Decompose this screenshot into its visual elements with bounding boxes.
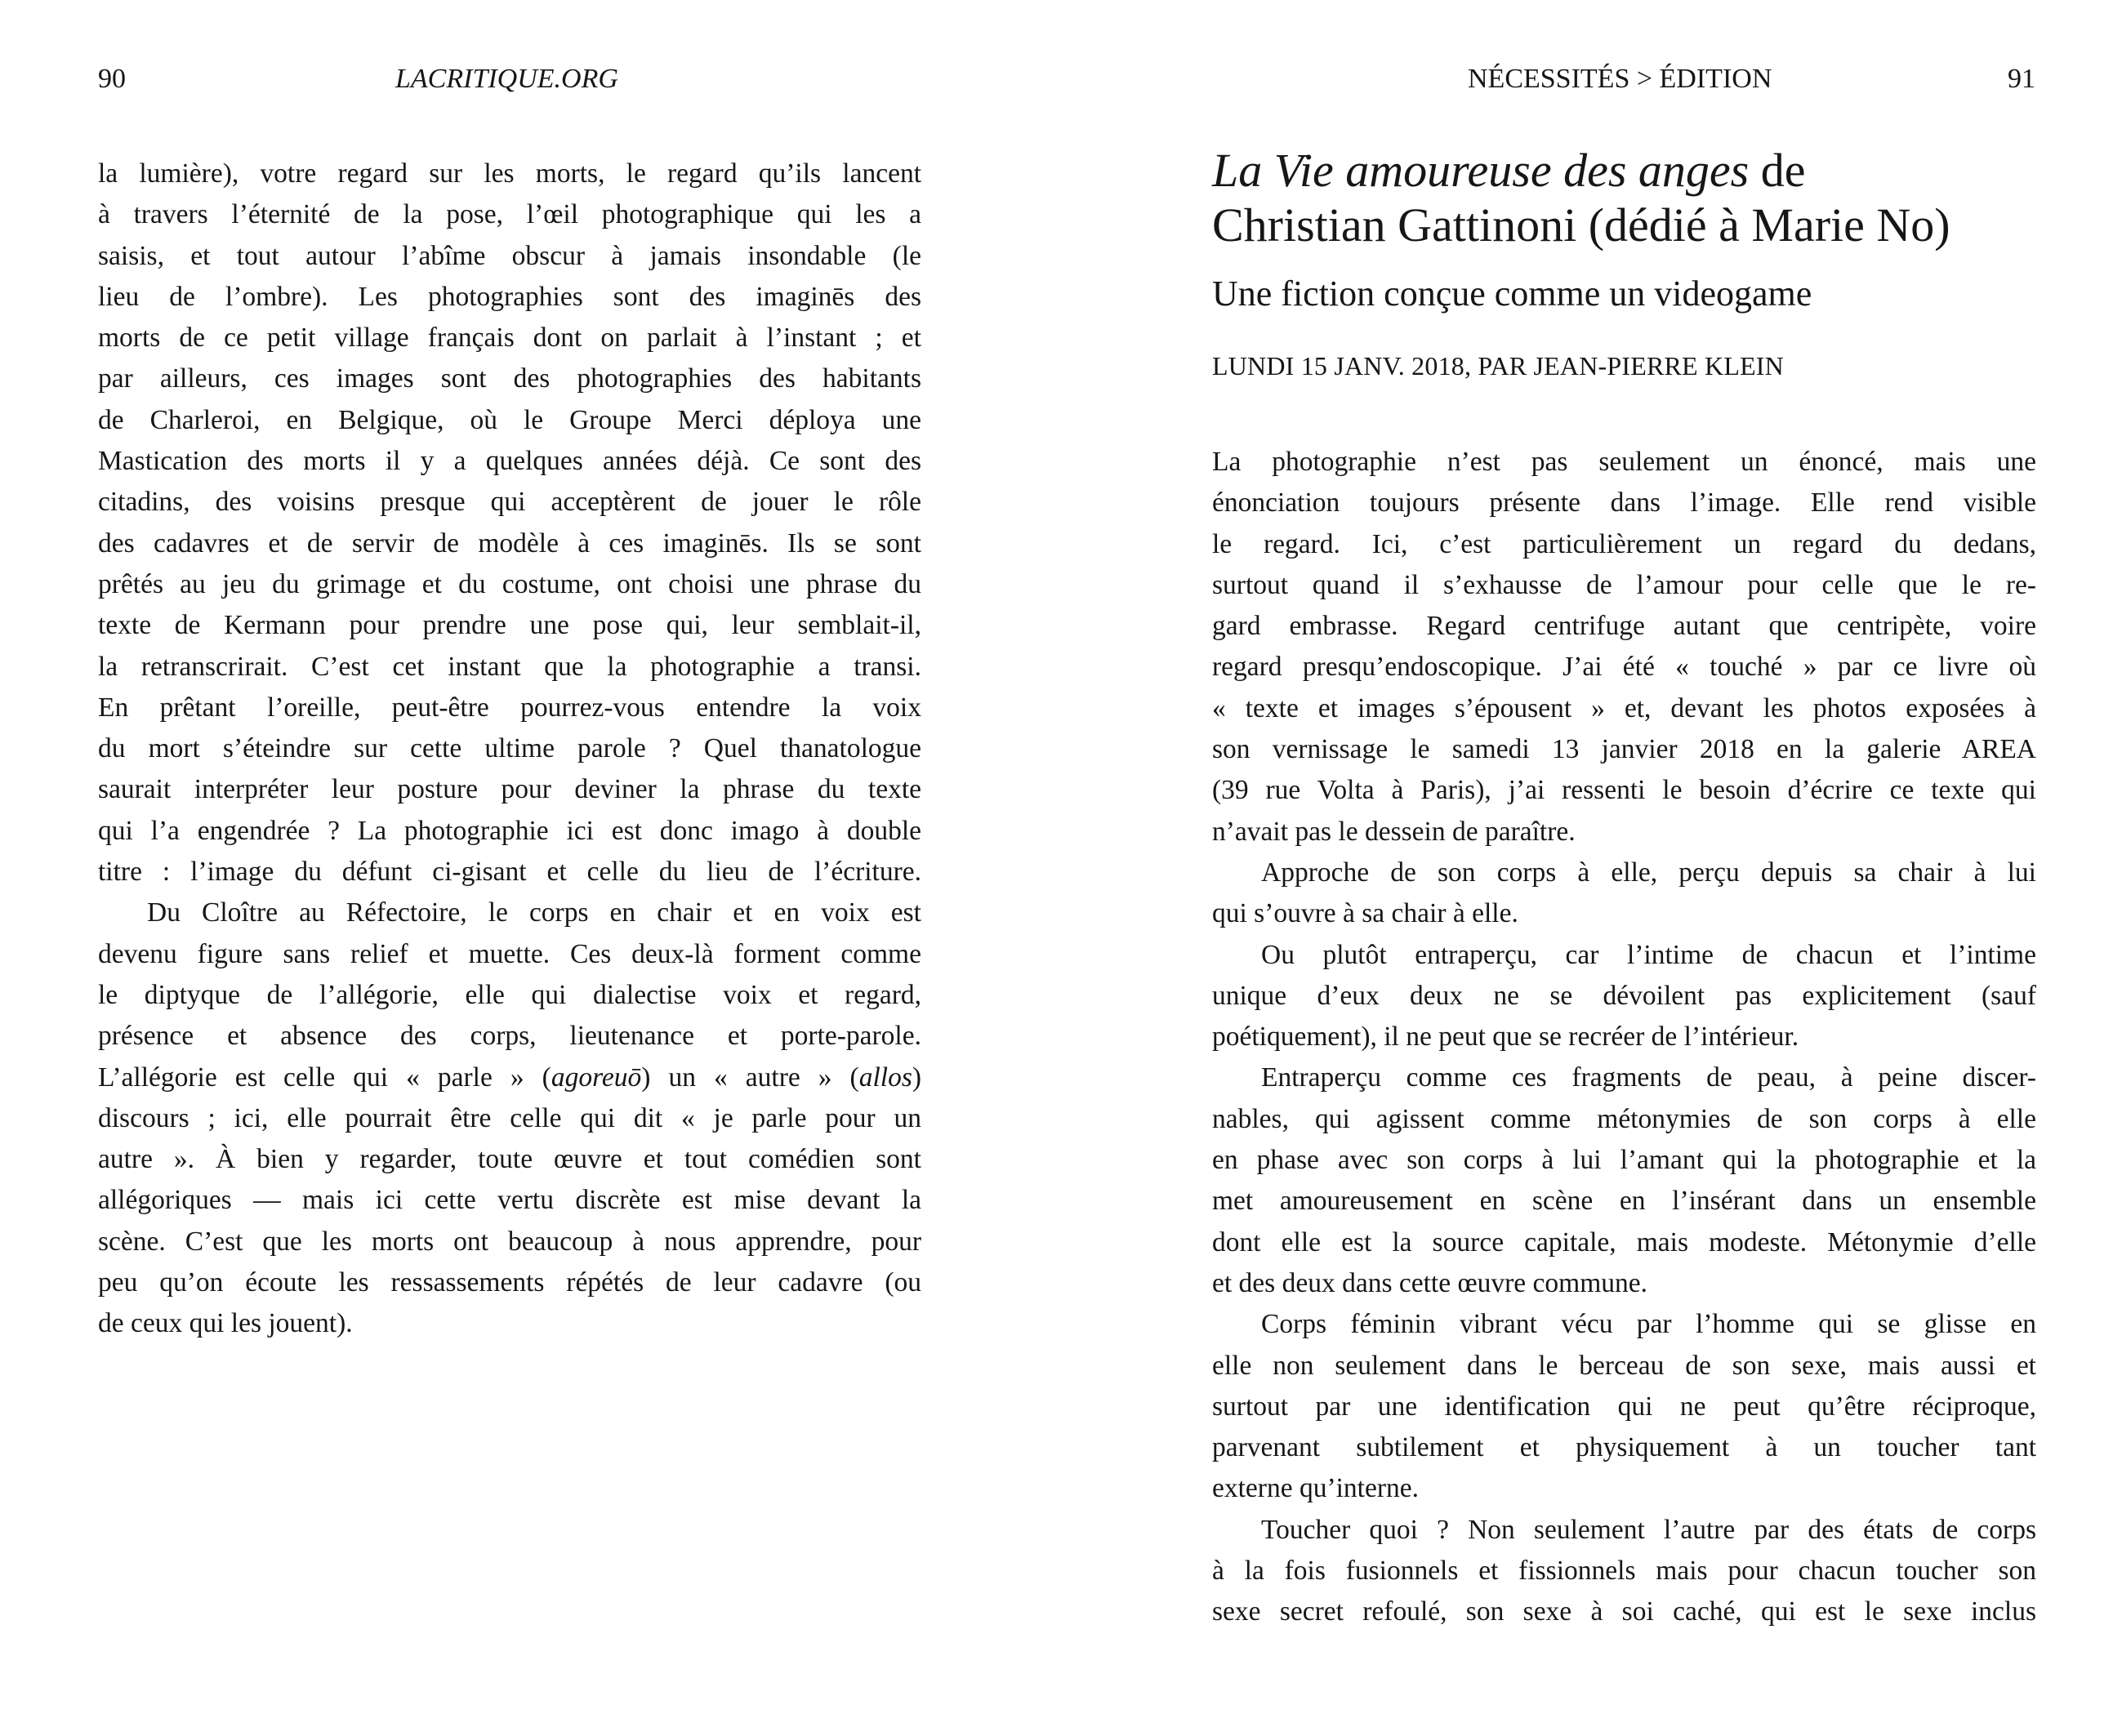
article-title — [1212, 143, 2119, 252]
text-line: dont elle est la source capitale, mais modeste. Métonymie d’elle — [1212, 1226, 2036, 1257]
text-line: du mort s’éteindre sur cette ultime parole ? Quel thanatologue — [98, 733, 921, 764]
text-line: saurait interpréter leur posture pour deviner la phrase du texte — [98, 774, 921, 805]
book-title: La Vie amoureuse des anges — [1212, 144, 1750, 197]
text-line: des cadavres et de servir de modèle à ces imaginēs. Ils se sont — [98, 527, 921, 559]
left-body-text — [98, 154, 921, 1345]
text-line — [98, 1057, 921, 1098]
text-line: elle non seulement dans le berceau de son sexe, mais aussi et — [1212, 1350, 2036, 1381]
text-line: par ailleurs, ces images sont des photographies des habitants — [98, 363, 921, 394]
text-line: scène. C’est que les morts ont beaucoup à nous apprendre, pour — [98, 1226, 921, 1257]
text-line: citadins, des voisins presque qui acceptèrent de jouer le rôle — [98, 487, 921, 518]
text-line: la retranscrirait. C’est cet instant que la photographie a transi. — [98, 651, 921, 682]
text-line: de ceux qui les jouent). — [98, 1308, 353, 1339]
text-line: surtout quand il s’exhausse de l’amour pour celle que le re- — [1212, 569, 2036, 600]
text-line: lieu de l’ombre). Les photographies sont des imaginēs des — [98, 281, 921, 312]
right-body-text — [1212, 442, 2036, 1633]
text-line: le diptyque de l’allégorie, elle qui dialectise voix et regard, — [98, 979, 921, 1010]
text-line: n’avait pas le dessein de paraître. — [1212, 816, 1576, 847]
text-line: à travers l’éternité de la pose, l’œil photographique qui les a — [98, 199, 921, 230]
text-line: énonciation toujours présente dans l’image. Elle rend visible — [1212, 487, 2036, 519]
text-line: surtout par une identification qui ne peut qu’être réciproque, — [1212, 1391, 2036, 1422]
text-line: qui s’ouvre à sa chair à elle. — [1212, 898, 1518, 929]
text-line: unique d’eux deux ne se dévoilent pas explicitement (sauf — [1212, 980, 2036, 1011]
text-line: met amoureusement en scène en l’insérant dans un ensemble — [1212, 1186, 2036, 1217]
text-line: « texte et images s’épousent » et, devant les photos exposées à — [1212, 692, 2036, 723]
text-line: allégoriques — mais ici cette vertu discrète est mise devant la — [98, 1185, 921, 1216]
text-line: à la fois fusionnels et fissionnels mais pour chacun toucher son — [1212, 1556, 2036, 1587]
paragraph — [1212, 442, 2036, 852]
paragraph — [1212, 935, 2036, 1058]
text-line: en phase avec son corps à lui l’amant qui la photographie et la — [1212, 1145, 2036, 1176]
text-line: de Charleroi, en Belgique, où le Groupe Merci déploya une — [98, 404, 921, 435]
paragraph — [1212, 1510, 2036, 1633]
text-line: présence et absence des corps, lieutenance et porte-parole. — [98, 1021, 921, 1052]
text-line: externe qu’interne. — [1212, 1473, 1419, 1504]
text-line: Entraperçu comme ces fragments de peau, à peine discer- — [1261, 1062, 2036, 1093]
text-line: qui l’a engendrée ? La photographie ici est donc imago à double — [98, 815, 921, 846]
title-author-line: Christian Gattinoni (dédié à Marie No) — [1212, 198, 1950, 251]
text-segment: ) — [912, 1062, 921, 1093]
text-line: prêtés au jeu du grimage et du costume, ont choisi une phrase du — [98, 568, 921, 599]
paragraph — [1212, 1304, 2036, 1509]
text-line: devenu figure sans relief et muette. Ces deux-là forment comme — [98, 938, 921, 969]
text-line: Du Cloître au Réfectoire, le corps en chair et en voix est — [147, 897, 921, 928]
text-line: autre ». À bien y regarder, toute œuvre et tout comédien sont — [98, 1144, 921, 1175]
italic-term: agoreuō — [551, 1062, 642, 1093]
running-head-left: LACRITIQUE.ORG — [395, 64, 618, 94]
text-line: sexe secret refoulé, son sexe à soi caché, qui est le sexe inclus — [1212, 1596, 2036, 1627]
text-line: peu qu’on écoute les ressassements répétés de leur cadavre (ou — [98, 1267, 921, 1298]
text-line: morts de ce petit village français dont on parlait à l’instant ; et — [98, 323, 921, 354]
text-line: Mastication des morts il y a quelques années déjà. Ce sont des — [98, 446, 921, 477]
text-line: la lumière), votre regard sur les morts, le regard qu’ils lancent — [98, 158, 921, 189]
text-line: texte de Kermann pour prendre une pose qui, leur semblait-il, — [98, 610, 921, 641]
italic-term: allos — [858, 1062, 912, 1093]
paragraph — [1212, 1057, 2036, 1304]
text-line: (39 rue Volta à Paris), j’ai ressenti le besoin d’écrire ce texte qui — [1212, 775, 2036, 806]
text-line: Ou plutôt entraperçu, car l’intime de chacun et l’intime — [1261, 939, 2036, 970]
text-line: En prêtant l’oreille, peut-être pourrez-vous entendre la voix — [98, 692, 921, 723]
text-line: gard embrasse. Regard centrifuge autant que centripète, voire — [1212, 611, 2036, 642]
text-line: et des deux dans cette œuvre commune. — [1212, 1267, 1648, 1298]
text-line: discours ; ici, elle pourrait être celle qui dit « je parle pour un — [98, 1102, 921, 1133]
paragraph — [1212, 852, 2036, 935]
text-line: regard presqu’endoscopique. J’ai été « touché » par ce livre où — [1212, 652, 2036, 683]
text-line: nables, qui agissent comme métonymies de son corps à elle — [1212, 1103, 2036, 1134]
text-line: parvenant subtilement et physiquement à un toucher tant — [1212, 1432, 2036, 1463]
text-line: poétiquement), il ne peut que se recréer de l’intérieur. — [1212, 1022, 1799, 1053]
text-line: le regard. Ici, c’est particulièrement un regard du dedans, — [1212, 528, 2036, 559]
text-line: La photographie n’est pas seulement un énoncé, mais une — [1212, 447, 2036, 477]
title-de: de — [1749, 144, 1806, 197]
text-line: titre : l’image du défunt ci-gisant et celle du lieu de l’écriture. — [98, 857, 921, 888]
text-segment: L’allégorie est celle qui « parle » ( — [98, 1062, 551, 1093]
running-head-right: NÉCESSITÉS > ÉDITION — [1468, 64, 1772, 94]
page-number-left: 90 — [98, 64, 126, 94]
text-line: saisis, et tout autour l’abîme obscur à jamais insondable (le — [98, 240, 921, 271]
page-number-right: 91 — [2008, 64, 2035, 94]
text-line: Toucher quoi ? Non seulement l’autre par des états de corps — [1261, 1514, 2036, 1545]
text-line: son vernissage le samedi 13 janvier 2018 en la galerie AREA — [1212, 734, 2036, 765]
text-line: Approche de son corps à elle, perçu depuis sa chair à lui — [1261, 857, 2036, 888]
article-subtitle: Une fiction conçue comme un videogame — [1212, 274, 1812, 314]
article-dateline: LUNDI 15 JANV. 2018, PAR JEAN-PIERRE KLEIN — [1212, 351, 1784, 381]
paragraph — [98, 892, 921, 1344]
text-line: Corps féminin vibrant vécu par l’homme qui se glisse en — [1261, 1309, 2036, 1340]
text-segment: ) un « autre » ( — [641, 1062, 859, 1093]
paragraph — [98, 154, 921, 892]
